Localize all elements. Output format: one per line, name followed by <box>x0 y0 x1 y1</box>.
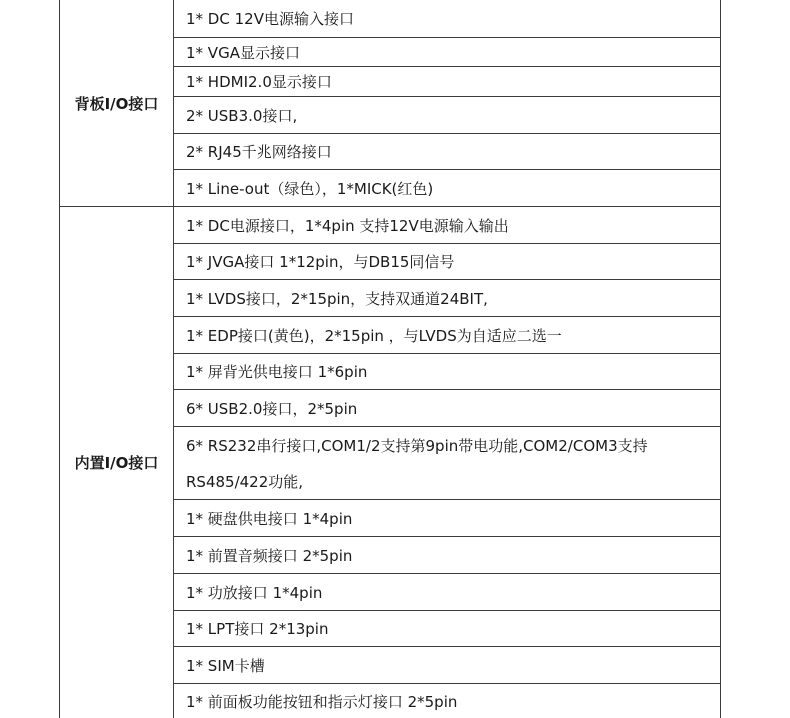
spec-cell: 1* 屏背光供电接口 1*6pin <box>186 363 368 381</box>
spec-cell: 1* EDP接口(黄色)，2*15pin ，与LVDS为自适应二选一 <box>186 326 562 345</box>
spec-cell: 1* SIM卡槽 <box>186 656 265 675</box>
spec-cell: 1* Line-out（绿色），1*MICK(红色) <box>186 179 434 198</box>
spec-cell: 2* RJ45千兆网络接口 <box>186 143 332 161</box>
spec-cell: 6* USB2.0接口，2*5pin <box>186 399 358 418</box>
spec-cell: 1* LVDS接口，2*15pin，支持双通道24BIT, <box>186 289 488 308</box>
spec-cell: 1* 前置音频接口 2*5pin <box>186 546 353 565</box>
spec-cell: 1* 功放接口 1*4pin <box>186 583 323 602</box>
spec-cell: 1* DC电源接口，1*4pin 支持12V电源输入输出 <box>186 216 509 235</box>
section-title-internal-io: 内置I/O接口 <box>74 454 159 472</box>
spec-cell: 1* 硬盘供电接口 1*4pin <box>186 509 353 528</box>
spec-cell: 1* LPT接口 2*13pin <box>186 620 329 638</box>
section-title-rear-io: 背板I/O接口 <box>74 94 159 113</box>
spec-cell: 6* RS232串行接口,COM1/2支持第9pin带电功能,COM2/COM3支持RS485/422功能, <box>186 437 648 491</box>
spec-cell: 1* 前面板功能按钮和指示灯接口 2*5pin <box>186 692 458 711</box>
spec-cell: 1* JVGA接口 1*12pin，与DB15同信号 <box>186 253 455 271</box>
spec-cell: 2* USB3.0接口, <box>186 106 298 125</box>
spec-cell: 1* DC 12V电源输入接口 <box>186 10 354 28</box>
row-divider <box>173 426 721 427</box>
spec-cell: 1* HDMI2.0显示接口 <box>186 73 332 91</box>
spec-cell: 1* VGA显示接口 <box>186 43 300 62</box>
